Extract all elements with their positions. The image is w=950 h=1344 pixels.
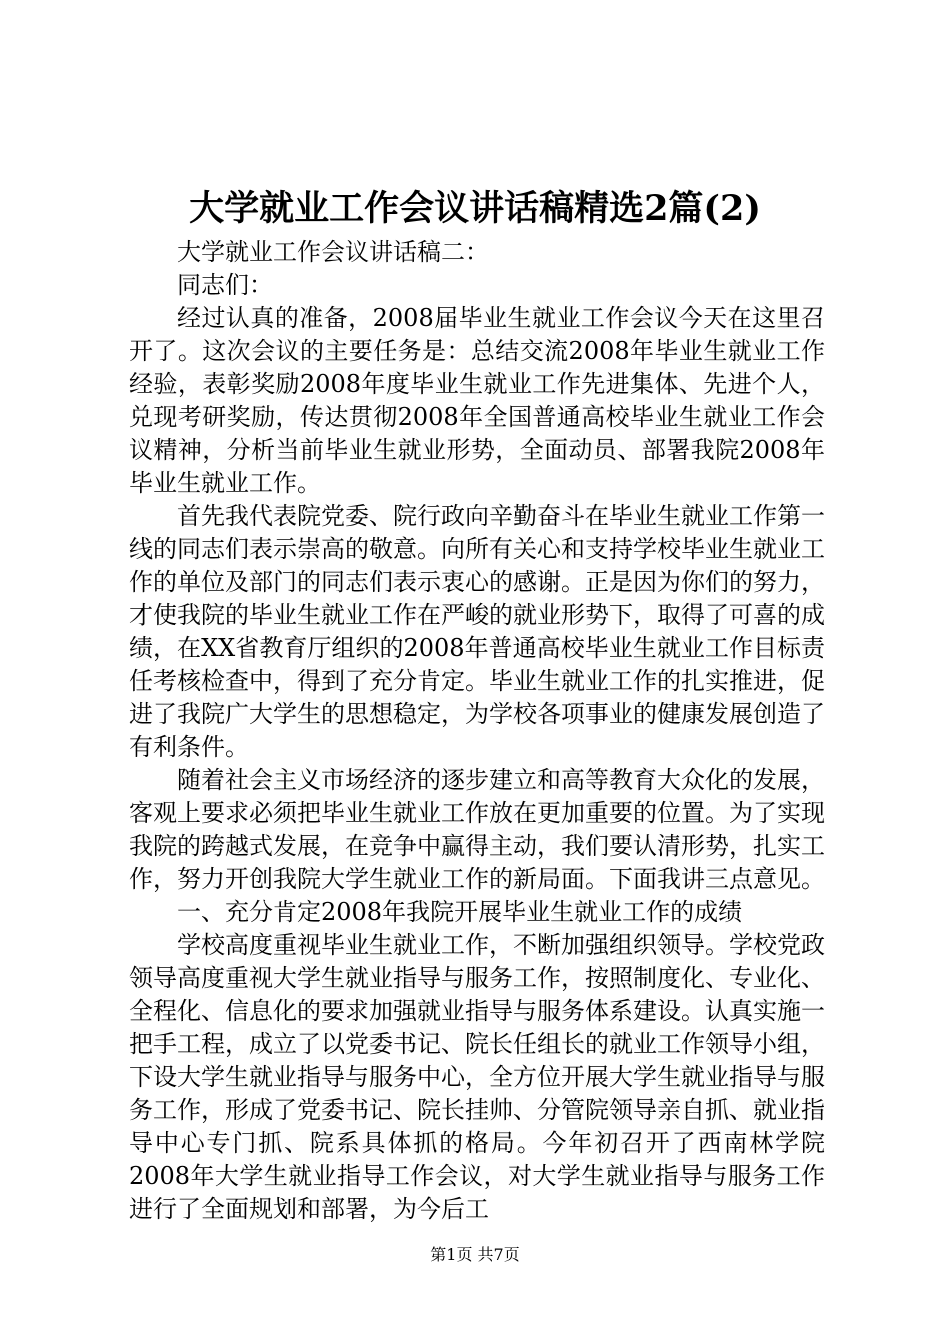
paragraph: 首先我代表院党委、院行政向辛勤奋斗在毕业生就业工作第一线的同志们表示崇高的敬意。向所有关心和支持学校毕业生就业工作的单位及部门的同志们表示衷心的感谢。正是因为你们的努力，才使我院的毕业生就业工作在严峻的就业形势下，取得了可喜的成绩，在XX省教育厅组织的2008年普通高校毕业生就业工作目标责任考核检查中，得到了充分肯定。毕业生就业工作的扎实推进，促进了我院广大学生的思想稳定，为学校各项事业的健康发展创造了有利条件。 <box>129 502 825 761</box>
paragraph-heading: 大学就业工作会议讲话稿二： <box>177 238 489 266</box>
paragraph-salutation: 同志们： <box>177 271 273 299</box>
paragraph: 经过认真的准备，2008届毕业生就业工作会议今天在这里召开了。这次会议的主要任务是：总结交流2008年毕业生就业工作经验，表彰奖励2008年度毕业生就业工作先进集体、先进个人，兑现考研奖励，传达贯彻2008年全国普通高校毕业生就业工作会议精神，分析当前毕业生就业形势，全面动员、部署我院2008年毕业生就业工作。 <box>129 304 825 497</box>
document-body <box>129 236 825 1226</box>
paragraph: 随着社会主义市场经济的逐步建立和高等教育大众化的发展，客观上要求必须把毕业生就业工作放在更加重要的位置。为了实现我院的跨越式发展，在竞争中赢得主动，我们要认清形势，扎实工作，努力开创我院大学生就业工作的新局面。下面我讲三点意见。 <box>129 766 825 893</box>
section-heading: 一、充分肯定2008年我院开展毕业生就业工作的成绩 <box>177 898 743 926</box>
page-footer: 第1页 共7页 <box>430 1245 520 1264</box>
paragraph: 学校高度重视毕业生就业工作，不断加强组织领导。学校党政领导高度重视大学生就业指导与服务工作，按照制度化、专业化、全程化、信息化的要求加强就业指导与服务体系建设。认真实施一把手工程，成立了以党委书记、院长任组长的就业工作领导小组，下设大学生就业指导与服务中心，全方位开展大学生就业指导与服务工作，形成了党委书记、院长挂帅、分管院领导亲自抓、就业指导中心专门抓、院系具体抓的格局。今年初召开了西南林学院2008年大学生就业指导工作会议，对大学生就业指导与服务工作进行了全面规划和部署，为今后工 <box>129 931 825 1223</box>
document-title: 大学就业工作会议讲话稿精选2篇(2) <box>189 188 761 229</box>
